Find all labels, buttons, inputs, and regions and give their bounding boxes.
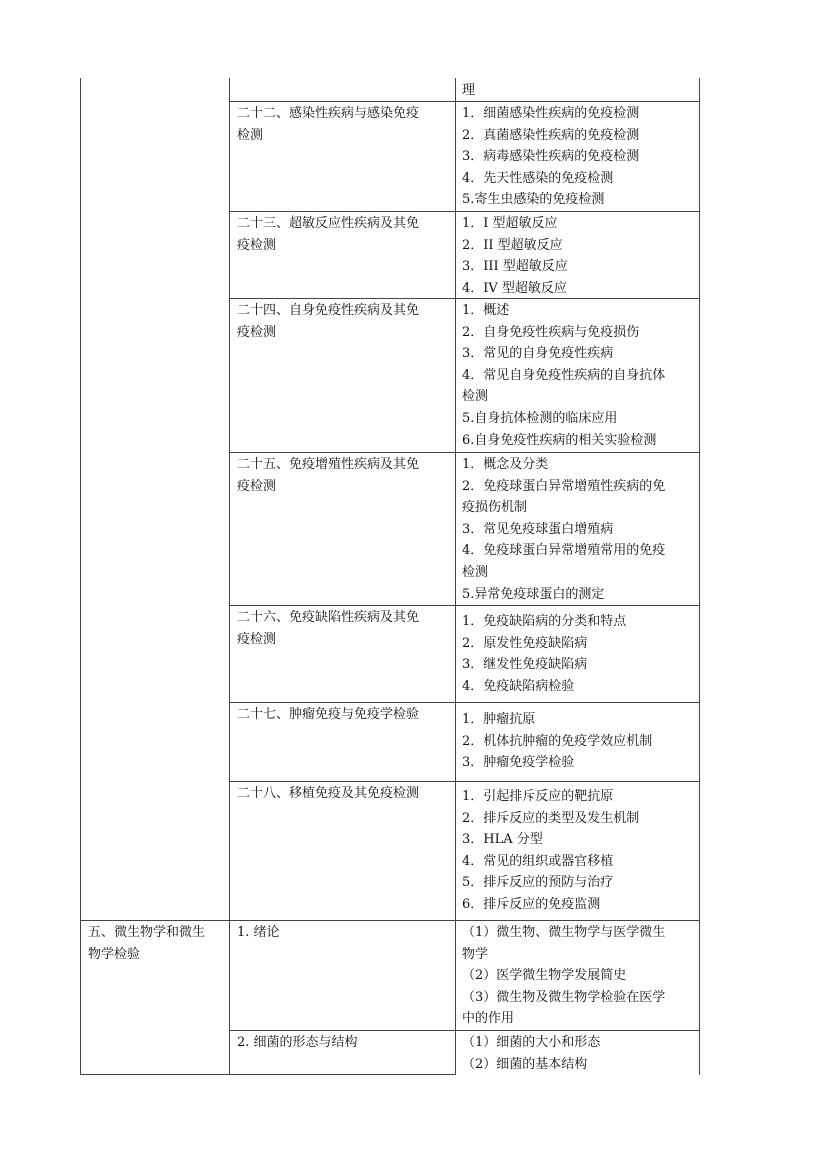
item-line: （2）细菌的基本结构 (462, 1056, 588, 1072)
item-line: 检测 (462, 389, 489, 405)
item-line: 2．机体抗肿瘤的免疫学效应机制 (462, 733, 653, 749)
item-line: 2．真菌感染性疾病的免疫检测 (462, 127, 640, 143)
item-line: 3．病毒感染性疾病的免疫检测 (462, 149, 640, 165)
topic-line: 检测 (237, 127, 264, 143)
topic-line: 二十八、移植免疫及其免疫检测 (237, 786, 420, 801)
topic-line: 疫检测 (237, 631, 277, 647)
table-border-col3 (455, 78, 456, 1075)
item-line: 2．原发性免疫缺陷病 (462, 635, 588, 651)
section-divider (80, 920, 700, 921)
item-line: 5.异常免疫球蛋白的测定 (462, 586, 605, 602)
topic-line: 疫检测 (237, 237, 277, 253)
row-divider (229, 452, 700, 453)
item-line: 4．常见的组织或器官移植 (462, 853, 614, 869)
item-line: 物学 (462, 946, 489, 962)
row-topic (237, 704, 419, 726)
item-line: 3．继发性免疫缺陷病 (462, 657, 588, 673)
topic-line: 二十六、免疫缺陷性疾病及其免 (237, 610, 420, 625)
item-line: 2．自身免疫性疾病与免疫损伤 (462, 324, 640, 340)
row-topic (237, 213, 419, 256)
row-topic (237, 300, 419, 343)
item-line: 6.自身免疫性疾病的相关实验检测 (462, 432, 657, 448)
row-items (462, 213, 568, 299)
row-items (462, 786, 639, 916)
item-line: 理 (462, 83, 476, 98)
section-title (88, 922, 205, 965)
row-items (462, 709, 652, 774)
item-line: 4．免疫球蛋白异常增殖常用的免疫 (462, 543, 666, 559)
item-line: 5.自身抗体检测的临床应用 (462, 410, 618, 426)
topic-line: 二十二、感染性疾病与感染免疫 (237, 106, 420, 121)
item-line: 2．II 型超敏反应 (462, 237, 563, 253)
table-border-col2 (229, 78, 230, 1075)
item-line: （2）医学微生物学发展简史 (462, 968, 627, 984)
topic-line: 二十七、肿瘤免疫与免疫学检验 (237, 707, 420, 722)
item-line: 6．排斥反应的免疫监测 (462, 896, 601, 912)
item-line: 1．引起排斥反应的靶抗原 (462, 789, 614, 804)
item-line: 5．排斥反应的预防与治疗 (462, 875, 614, 891)
row-items (462, 454, 665, 605)
topic-line: 疫检测 (237, 324, 277, 340)
item-line: 4．常见自身免疫性疾病的自身抗体 (462, 367, 666, 383)
item-line: 4．先天性感染的免疫检测 (462, 170, 614, 186)
topic-line: 二十四、自身免疫性疾病及其免 (237, 303, 420, 318)
row-items (462, 300, 665, 451)
row-items (462, 80, 475, 102)
item-line: 3．常见的自身免疫性疾病 (462, 346, 614, 362)
item-line: （3）微生物及微生物学检验在医学 (462, 989, 666, 1005)
row-topic (237, 454, 419, 497)
item-line: 2．排斥反应的类型及发生机制 (462, 810, 640, 826)
item-line: （1）细菌的大小和形态 (462, 1035, 601, 1050)
item-line: 1．免疫缺陷病的分类和特点 (462, 614, 627, 629)
topic-line: 二十五、免疫增殖性疾病及其免 (237, 457, 420, 472)
topic-line: 二十三、超敏反应性疾病及其免 (237, 216, 420, 231)
row-topic (237, 607, 419, 650)
row-topic (237, 103, 419, 146)
table-border-bottom (80, 1074, 456, 1075)
row-items (462, 103, 639, 211)
item-line: 中的作用 (462, 1011, 515, 1027)
row-items (462, 611, 626, 697)
section-line: 物学检验 (88, 946, 141, 962)
topic-line: 1. 绪论 (237, 925, 280, 940)
item-line: （1）微生物、微生物学与医学微生 (462, 925, 666, 940)
row-divider (229, 1030, 700, 1031)
item-line: 3．HLA 分型 (462, 832, 543, 848)
item-line: 4．免疫缺陷病检验 (462, 678, 575, 694)
item-line: 3．肿瘤免疫学检验 (462, 755, 575, 771)
table-border-left (80, 78, 81, 1075)
item-line: 1．概述 (462, 303, 510, 318)
item-line: 1．I 型超敏反应 (462, 216, 558, 231)
row-topic (237, 783, 419, 805)
item-line: 4．IV 型超敏反应 (462, 280, 567, 296)
item-line: 1．概念及分类 (462, 457, 549, 472)
row-topic (237, 1032, 358, 1054)
item-line: 3．常见免疫球蛋白增殖病 (462, 521, 614, 537)
row-divider (229, 781, 700, 782)
item-line: 疫损伤机制 (462, 500, 528, 516)
item-line: 2．免疫球蛋白异常增殖性疾病的免 (462, 478, 666, 494)
item-line: 检测 (462, 564, 489, 580)
row-divider (229, 211, 700, 212)
row-items (462, 1032, 600, 1075)
item-line: 1．细菌感染性疾病的免疫检测 (462, 106, 640, 121)
topic-line: 2. 细菌的形态与结构 (237, 1035, 358, 1050)
item-line: 5.寄生虫感染的免疫检测 (462, 192, 605, 208)
topic-line: 疫检测 (237, 478, 277, 494)
section-line: 五、微生物学和微生 (88, 925, 206, 940)
row-topic (237, 922, 280, 944)
item-line: 3．III 型超敏反应 (462, 259, 568, 275)
row-items (462, 922, 665, 1030)
item-line: 1．肿瘤抗原 (462, 712, 536, 727)
table-border-right (699, 78, 700, 1075)
row-divider (229, 702, 700, 703)
